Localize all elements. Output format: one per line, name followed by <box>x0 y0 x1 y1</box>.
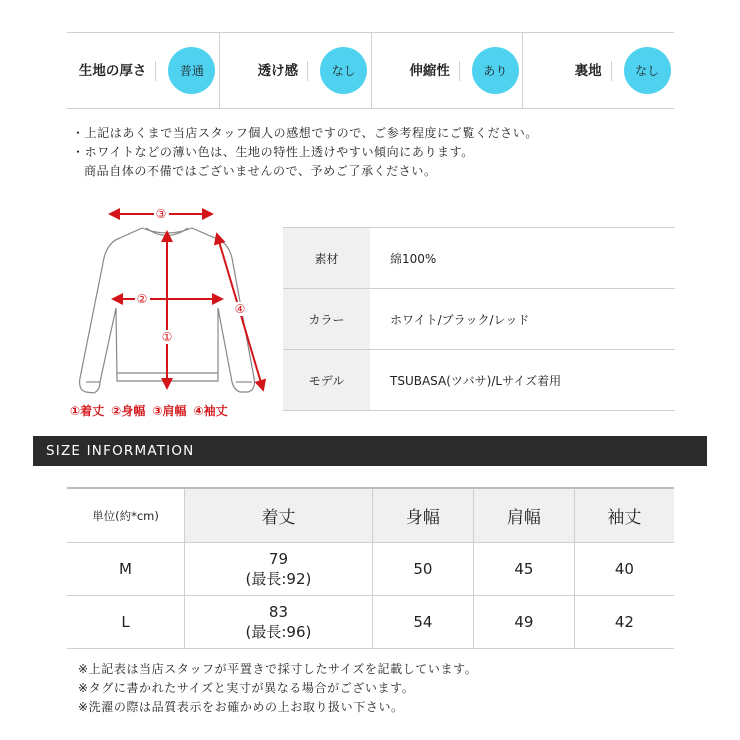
spec-value: ホワイト/ブラック/レッド <box>370 289 675 350</box>
column-header: 袖丈 <box>574 488 674 543</box>
legend-length: ①着丈 <box>70 404 105 418</box>
feature-label: 透け感 <box>222 51 308 91</box>
length-value: 79 <box>268 550 288 568</box>
feature-value-badge: あり <box>472 47 519 94</box>
feature-label: 生地の厚さ <box>70 51 156 91</box>
note-line: ※タグに書かれたサイズと実寸が異なる場合がございます。 <box>78 681 415 695</box>
spec-row <box>283 228 675 289</box>
note-line: ※上記表は当店スタッフが平置きで採寸したサイズを記載しています。 <box>78 662 478 676</box>
length-max: (最長:92) <box>245 570 312 588</box>
marker-sleeve: ④ <box>234 302 246 316</box>
size-row <box>67 596 674 649</box>
feature-value-badge: なし <box>624 47 671 94</box>
note-line: ・上記はあくまで当店スタッフ個人の感想ですので、ご参考程度にご覧ください。 <box>72 126 538 140</box>
sleeve-cell: 40 <box>574 543 674 596</box>
feature-value-badge: なし <box>320 47 367 94</box>
spec-key: 素材 <box>283 228 370 289</box>
feature-stretch <box>371 33 523 108</box>
feature-label: 裏地 <box>526 51 612 91</box>
spec-value: 綿100% <box>370 228 675 289</box>
body-width-cell: 54 <box>372 596 473 649</box>
diagram-legend <box>70 402 228 419</box>
marker-length: ① <box>161 330 173 344</box>
size-notes <box>78 660 477 717</box>
note-line: 商品自体の不備ではございませんので、予めご了承ください。 <box>84 164 437 178</box>
shoulder-cell: 45 <box>473 543 574 596</box>
sweater-measurement-diagram <box>60 198 275 423</box>
feature-lining <box>522 33 674 108</box>
feature-sheerness <box>219 33 371 108</box>
spec-row <box>283 350 675 411</box>
legend-sleeve: ④袖丈 <box>193 404 228 418</box>
marker-body-width: ② <box>136 292 148 306</box>
feature-label: 伸縮性 <box>374 51 460 91</box>
length-value: 83 <box>268 603 288 621</box>
note-line: ・ホワイトなどの薄い色は、生地の特性上透けやすい傾向にあります。 <box>72 145 474 159</box>
size-table-header <box>67 488 674 543</box>
length-cell <box>185 543 373 596</box>
fabric-features <box>67 32 674 109</box>
marker-shoulder: ③ <box>155 207 167 221</box>
legend-shoulder: ③肩幅 <box>152 404 187 418</box>
shoulder-cell: 49 <box>473 596 574 649</box>
note-line: ※洗濯の際は品質表示をお確かめの上お取り扱い下さい。 <box>78 700 404 714</box>
column-header: 身幅 <box>372 488 473 543</box>
size-table <box>67 487 674 649</box>
spec-key: カラー <box>283 289 370 350</box>
legend-body-width: ②身幅 <box>111 404 146 418</box>
unit-label: 単位(約*cm) <box>67 488 185 543</box>
feature-thickness <box>67 33 219 108</box>
feature-value-badge: 普通 <box>168 47 215 94</box>
spec-value: TSUBASA(ツバサ)/Lサイズ着用 <box>370 350 675 411</box>
product-spec-table <box>283 227 675 411</box>
size-row <box>67 543 674 596</box>
sleeve-cell: 42 <box>574 596 674 649</box>
body-width-cell: 50 <box>372 543 473 596</box>
spec-row <box>283 289 675 350</box>
fabric-notes <box>72 124 538 181</box>
spec-key: モデル <box>283 350 370 411</box>
size-label: M <box>67 543 185 596</box>
column-header: 着丈 <box>185 488 373 543</box>
length-cell <box>185 596 373 649</box>
column-header: 肩幅 <box>473 488 574 543</box>
size-information-header: SIZE INFORMATION <box>33 436 707 466</box>
size-label: L <box>67 596 185 649</box>
length-max: (最長:96) <box>245 623 312 641</box>
